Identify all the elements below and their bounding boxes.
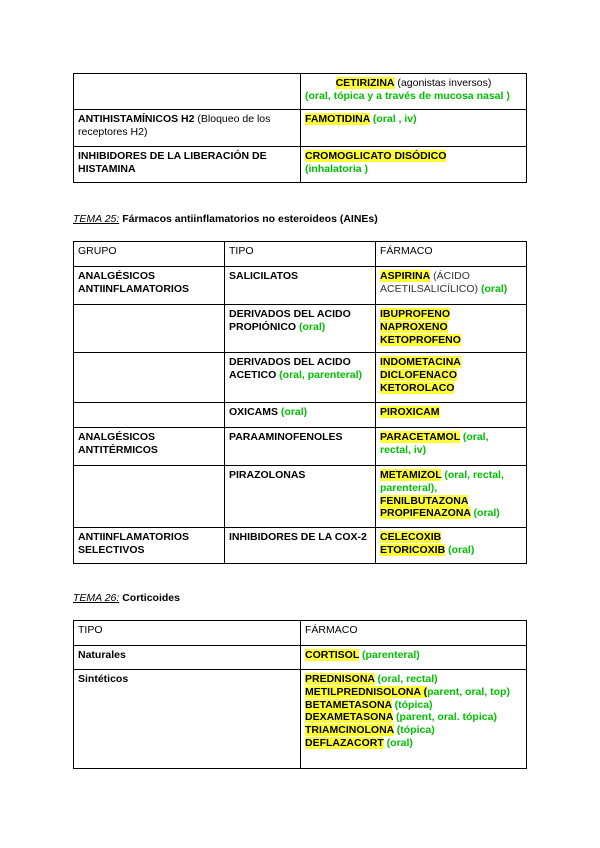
tema-label: TEMA 26:: [73, 592, 120, 604]
table-row: [74, 403, 527, 428]
group-cell: ANALGÉSICOS ANTITÉRMICOS: [74, 428, 225, 466]
section-title-25: [73, 213, 378, 226]
route-text: (parenteral): [359, 649, 420, 661]
drug-name: PROPIFENAZONA: [380, 507, 471, 520]
drug-cell: [376, 305, 527, 353]
header-cell: FÁRMACO: [301, 621, 527, 646]
type-cell: PIRAZOLONAS: [225, 466, 376, 528]
route-text: (oral): [470, 507, 500, 520]
table-row: [74, 466, 527, 528]
header-cell: FÁRMACO: [376, 242, 527, 267]
type-cell: [225, 305, 376, 353]
type-cell: [225, 403, 376, 428]
header-cell: TIPO: [74, 621, 301, 646]
route-text: (oral , iv): [369, 113, 417, 125]
table-header-row: [74, 242, 527, 267]
aines-table: [73, 241, 527, 564]
type-cell: SALICILATOS: [225, 267, 376, 305]
type-cell: Sintéticos: [74, 670, 301, 769]
route-text: (oral, rectal, iv): [380, 431, 489, 456]
section-heading: Corticoides: [119, 592, 180, 604]
drug-cell: [301, 646, 527, 670]
drug-name: DEXAMETASONA: [305, 711, 394, 724]
drug-name: DEFLAZACORT: [305, 736, 384, 749]
table-row: [74, 353, 527, 403]
drug-name: FAMOTIDINA: [305, 113, 370, 125]
route-text: (oral): [445, 543, 475, 556]
drug-cell: [301, 670, 527, 769]
drug-name: IBUPROFENO: [380, 308, 451, 320]
route-text: (oral, rectal, parenteral),: [380, 469, 504, 494]
group-cell: [74, 466, 225, 528]
route-text: (parent, oral. tópica): [393, 711, 497, 724]
drug-cell: [376, 528, 527, 564]
drug-name: NAPROXENO: [380, 320, 448, 333]
drug-name: FENILBUTAZONA: [380, 494, 469, 507]
table-row: [74, 267, 527, 305]
group-cell: [74, 305, 225, 353]
type-cell: Naturales: [74, 646, 301, 670]
route-text: (oral, rectal): [374, 673, 438, 685]
drug-name: ETORICOXIB: [380, 543, 446, 556]
drug-name: PARACETAMOL: [380, 431, 460, 443]
drug-name: DICLOFENACO: [380, 368, 457, 381]
drug-name: CELECOXIB: [380, 531, 442, 543]
type-name: DERIVADOS DEL ACIDO PROPIÓNICO: [229, 308, 351, 333]
table-row: [74, 305, 527, 353]
group-note: (Bloqueo de los receptores H2): [78, 113, 271, 138]
route-text: (oral): [383, 736, 413, 749]
drug-cell: [376, 428, 527, 466]
section-title-26: [73, 592, 180, 605]
drug-name: PREDNISONA: [305, 673, 375, 685]
drug-cell: [376, 403, 527, 428]
type-cell: PARAAMINOFENOLES: [225, 428, 376, 466]
group-cell: [74, 353, 225, 403]
drug-name: KETOROLACO: [380, 381, 455, 394]
drug-name: ASPIRINA: [380, 270, 431, 282]
group-cell: ANTIINFLAMATORIOS SELECTIVOS: [74, 528, 225, 564]
drug-cell: [376, 267, 527, 305]
drug-cell: [301, 147, 527, 183]
corticoides-table: [73, 620, 527, 769]
group-cell: ANALGÉSICOS ANTIINFLAMATORIOS: [74, 267, 225, 305]
drug-name: CORTISOL: [305, 649, 360, 661]
type-name: OXICAMS: [229, 406, 279, 418]
table-row: [74, 74, 527, 110]
table-header-row: [74, 621, 527, 646]
drug-name: TRIAMCINOLONA: [305, 724, 394, 737]
group-name: ANTIHISTAMÍNICOS H2: [78, 113, 195, 125]
table-row: [74, 428, 527, 466]
drug-cell: [301, 110, 527, 147]
table-row: [74, 110, 527, 147]
route-text: parent, oral, top): [427, 685, 510, 698]
drug-name: METILPREDNISOLONA (: [305, 685, 428, 698]
drug-name: METAMIZOL: [380, 469, 442, 481]
section-heading: Fármacos antiinflamatorios no esteroideos (AINEs): [119, 213, 378, 225]
type-cell: [225, 353, 376, 403]
drug-name: PIROXICAM: [380, 406, 440, 418]
table-row: [74, 528, 527, 564]
group-cell: [74, 110, 301, 147]
drug-cell: [376, 353, 527, 403]
table-row: [74, 670, 527, 769]
type-name: DERIVADOS DEL ACIDO ACETICO: [229, 356, 351, 381]
group-cell: [74, 147, 301, 183]
group-cell: [74, 74, 301, 110]
route-text: (oral): [278, 406, 308, 418]
table-row: [74, 646, 527, 670]
tema-label: TEMA 25:: [73, 213, 120, 225]
drug-note: (agonistas inversos): [394, 77, 492, 89]
group-cell: [74, 403, 225, 428]
drug-name: CROMOGLICATO DISÓDICO: [305, 150, 447, 162]
drug-name: CETIRIZINA: [335, 77, 395, 89]
drug-name: INDOMETACINA: [380, 356, 461, 368]
route-text: (oral, parenteral): [276, 368, 363, 381]
group-name: INHIBIDORES DE LA LIBERACIÓN DE HISTAMINA: [78, 150, 267, 175]
route-text: (oral): [480, 282, 508, 295]
route-text: (inhalatoria ): [305, 162, 369, 175]
route-text: (tópica): [393, 724, 435, 737]
route-text: (oral, tópica y a través de mucosa nasal ): [305, 89, 510, 102]
drug-name: BETAMETASONA: [305, 698, 392, 711]
table-row: [74, 147, 527, 183]
header-cell: GRUPO: [74, 242, 225, 267]
route-text: (tópica): [391, 698, 433, 711]
route-text: (oral): [296, 320, 326, 333]
drug-cell: [301, 74, 527, 110]
drug-note: (ÁCIDO ACETILSALICÍLICO): [380, 270, 481, 295]
drug-name: KETOPROFENO: [380, 333, 461, 346]
type-cell: INHIBIDORES DE LA COX-2: [225, 528, 376, 564]
antihistamine-table: [73, 73, 527, 183]
header-cell: TIPO: [225, 242, 376, 267]
drug-cell: [376, 466, 527, 528]
